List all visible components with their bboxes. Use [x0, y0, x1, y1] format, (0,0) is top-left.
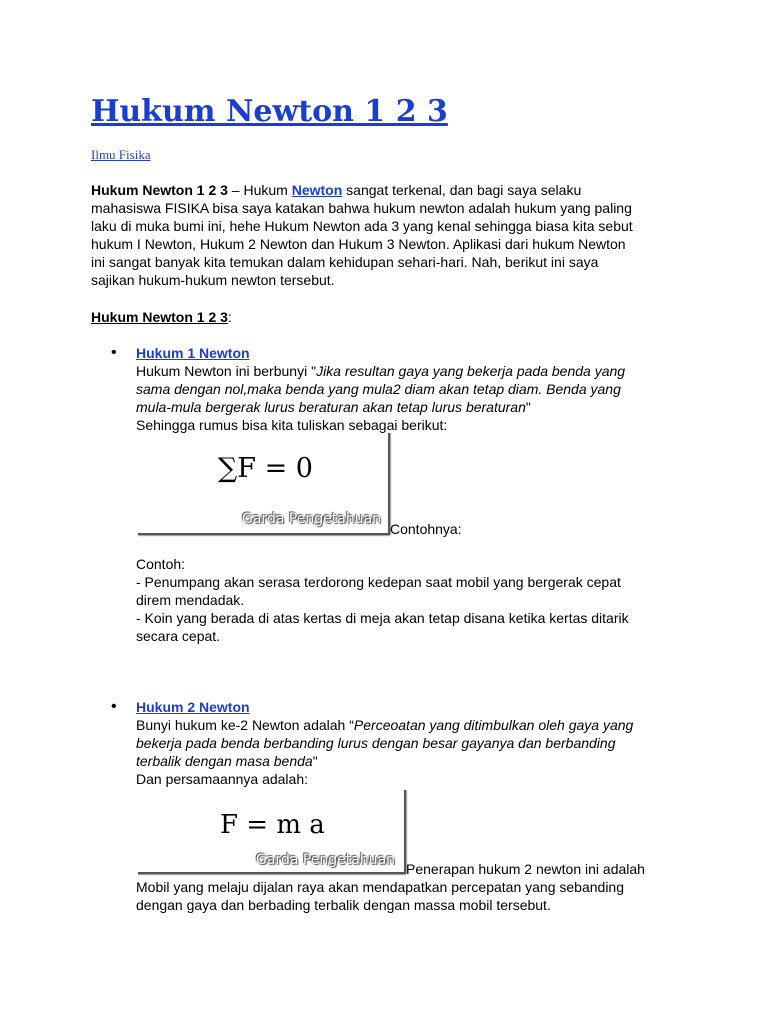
law2-image-border-bottom	[138, 872, 406, 874]
law1-line	[136, 362, 676, 380]
law1-examples	[136, 555, 676, 645]
law1-example-line: direm mendadak.	[136, 592, 245, 608]
law2-italic: Perceoatan yang ditimbulkan oleh gaya yang	[353, 717, 634, 733]
law1-example-line: secara cepat.	[136, 628, 221, 644]
law1-italic: sama dengan nol,maka benda yang mula2 diam akan tetap diam. Benda yang	[136, 381, 621, 397]
law1-close-quote: "	[525, 399, 531, 415]
intro-dash: – Hukum	[227, 182, 292, 198]
law1-example-title: Contoh:	[136, 556, 186, 572]
bullet-icon: •	[111, 344, 117, 361]
law1-after-formula: Contohnya:	[390, 521, 462, 537]
law2-formula: F = m a	[220, 810, 325, 840]
intro-line: ini sangat banyak kita temukan dalam kehidupan sehari-hari. Nah, berikut ini saya	[91, 254, 599, 270]
bullet-icon: •	[111, 698, 117, 715]
section-heading-text: Hukum Newton 1 2 3	[91, 309, 228, 325]
newton-link[interactable]: Newton	[291, 182, 343, 198]
intro-line: hukum I Newton, Hukum 2 Newton dan Hukum 3 Newton. Aplikasi dari hukum Newton	[91, 236, 626, 252]
intro-line1-rest: sangat terkenal, dan bagi saya selaku	[342, 182, 582, 198]
law1-statement	[136, 362, 676, 434]
law2-line	[136, 716, 676, 734]
law2-application-line: Mobil yang melaju dijalan raya akan mendapatkan percepatan yang sebanding	[136, 879, 624, 895]
law1-watermark: Garda Pengetahuan	[242, 511, 382, 527]
law1-formula: ∑F = 0	[218, 453, 313, 484]
page-title[interactable]: Hukum Newton 1 2 3	[91, 94, 448, 129]
intro-lead: Hukum Newton 1 2 3	[91, 182, 228, 198]
intro-line: mahasiswa FISIKA bisa saya katakan bahwa hukum newton adalah hukum yang paling	[91, 200, 632, 216]
intro-line: laku di muka bumi ini, hehe Hukum Newton ada 3 yang kenal sehingga biasa kita sebut	[91, 218, 633, 234]
law1-formula-image	[138, 433, 390, 535]
law2-formula-image	[138, 790, 406, 874]
law2-statement	[136, 716, 676, 788]
law1-formula-intro: Sehingga rumus bisa kita tuliskan sebagai berikut:	[136, 417, 448, 433]
category-link[interactable]: Ilmu Fisika	[91, 147, 151, 162]
law1-heading-link[interactable]: Hukum 1 Newton	[136, 345, 250, 361]
law2-application	[136, 878, 676, 914]
law2-application-line: dengan gaya dan berbading terbalik dengan massa mobil tersebut.	[136, 897, 551, 913]
law2-line	[136, 752, 676, 770]
intro-line: sajikan hukum-hukum newton tersebut.	[91, 272, 335, 288]
section-heading-colon: :	[227, 309, 232, 325]
law1-line	[136, 398, 676, 416]
law1-image-border-bottom	[138, 533, 390, 535]
law2-close-quote: "	[312, 753, 318, 769]
law2-intro: Bunyi hukum ke-2 Newton adalah “	[136, 717, 354, 733]
law2-italic: terbalik dengan masa benda	[136, 753, 313, 769]
law1-example-line: - Penumpang akan serasa terdorong kedepan saat mobil yang bergerak cepat	[136, 574, 621, 590]
law1-italic: Jika resultan gaya yang bekerja pada benda yang	[316, 363, 626, 379]
section-heading	[91, 308, 232, 326]
law2-after-formula: Penerapan hukum 2 newton ini adalah	[406, 861, 645, 877]
law1-italic: mula-mula bergerak lurus beraturan akan tetap lurus beraturan	[136, 399, 526, 415]
law2-watermark: Garda Pengetahuan	[256, 852, 396, 868]
law2-formula-intro: Dan persamaannya adalah:	[136, 771, 309, 787]
law1-example-line: - Koin yang berada di atas kertas di meja akan tetap disana ketika kertas ditarik	[136, 610, 629, 626]
law1-intro: Hukum Newton ini berbunyi "	[136, 363, 317, 379]
law2-italic: bekerja pada benda berbanding lurus dengan besar gayanya dan berbanding	[136, 735, 616, 751]
intro-paragraph	[91, 181, 691, 289]
law2-heading-link[interactable]: Hukum 2 Newton	[136, 699, 250, 715]
intro-line	[91, 181, 691, 199]
